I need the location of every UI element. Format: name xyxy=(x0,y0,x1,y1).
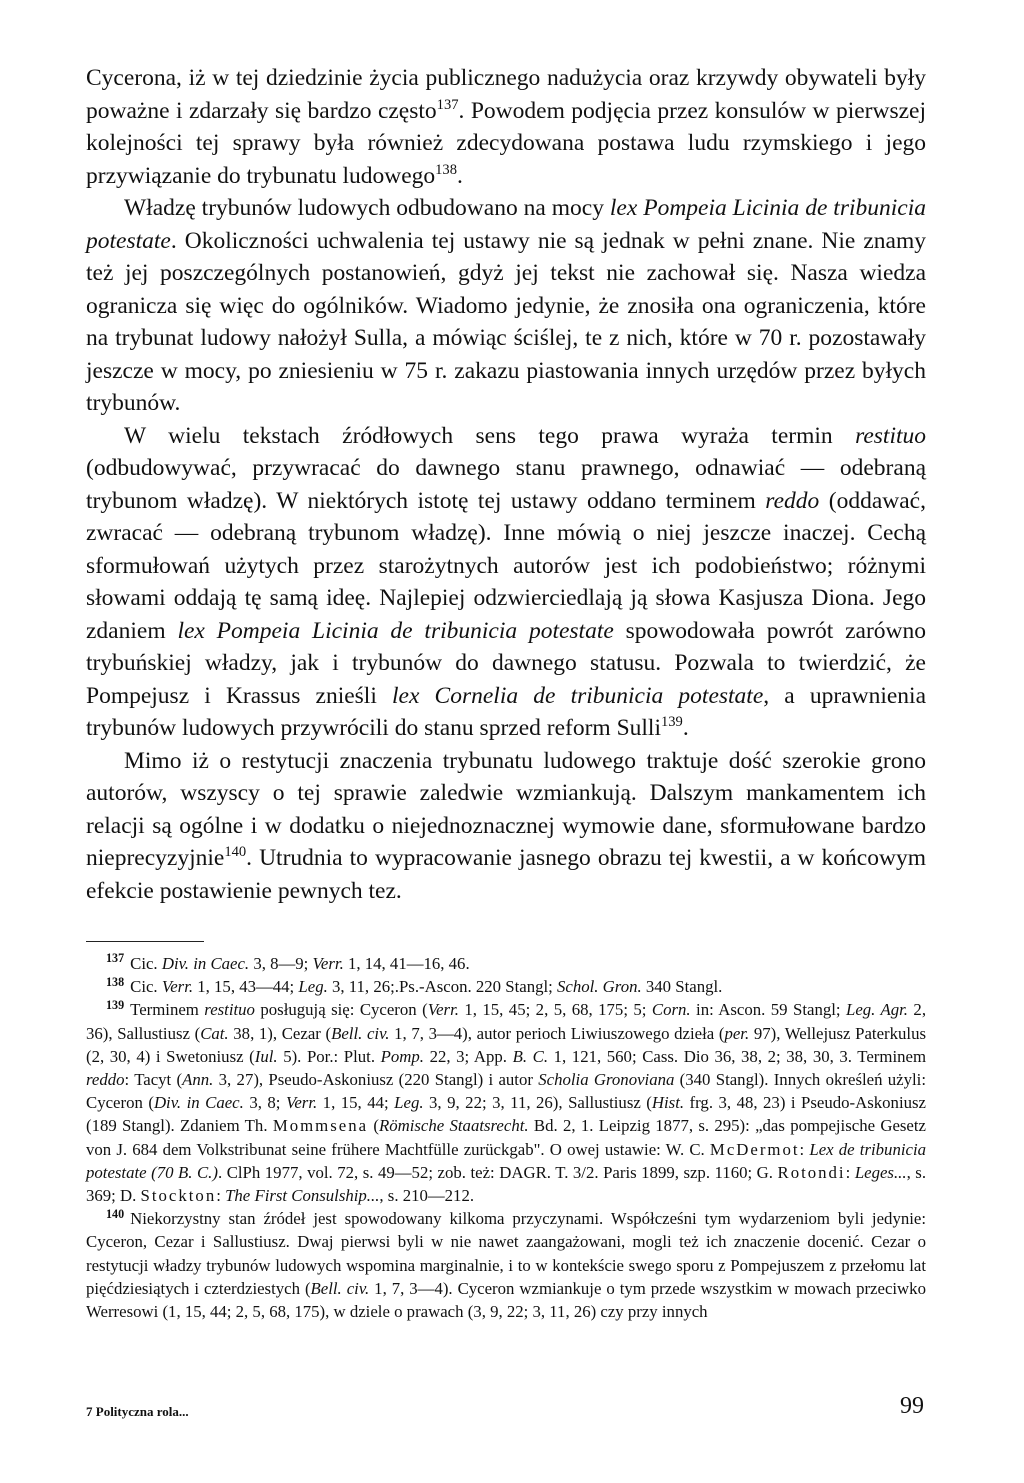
page-body xyxy=(86,62,926,1323)
page-footer xyxy=(86,1390,924,1420)
footnote-139: $^{139}$ Terminem restituo posługują się: Cyceron (Verr. 1, 15, 45; 2, 5, 68, 175; 5; Corn. in: Ascon. 59 Stangl; Leg. Agr. 2, 36), Sallustiusz (Cat. 38, 1), Cezar (Bell. civ. 1, 7, 3—4), autor perioch Liwiuszowego dzieła (per. 97), Wellejusz Paterkulus (2, 30, 4) i Swetoniusz (Iul. 5). Por.: Plut. Pomp. 22, 3; App. B. C. 1, 121, 560; Cass. Dio 36, 38, 2; 38, 30, 3. Terminem reddo: Tacyt (Ann. 3, 27), Pseudo-Askoniusz (220 Stangl) i autor Scholia Gronoviana (340 Stangl). Innych określeń użyli: Cyceron (Div. in Caec. 3, 8; Verr. 1, 15, 44; Leg. 3, 9, 22; 3, 11, 26), Sallustiusz (Hist. frg. 3, 48, 23) i Pseudo-Askoniusz (189 Stangl). Zdaniem Th. Mommsena (Römische Staatsrecht. Bd. 2, 1. Leipzig 1877, s. 295): „das pompejische Gesetz von J. 684 dem Volkstribunat seine frühere Machtfülle zurückgab". O owej ustawie: W. C. McDermot: Lex de tribunicia potestate (70 B. C.). ClPh 1977, vol. 72, s. 49—52; zob. też: DAGR. T. 3/2. Paris 1899, szp. 1160; G. Rotondi: Leges..., s. 369; D. Stockton: The First Consulship..., s. 210—212. xyxy=(86,997,927,1206)
paragraph-3: W wielu tekstach źródłowych sens tego prawa wyraża termin restituo (odbudowywać, przywracać do dawnego stanu prawnego, odnawiać — odebraną trybunom władzę). W niektórych istotę tej ustawy oddano terminem reddo (oddawać, zwracać — odebraną trybunom władzę). Inne mówią o niej jeszcze inaczej. Cechą sformułowań użytych przez starożytnych autorów jest ich podobieństwo; różnymi słowami oddają tę samą ideę. Najlepiej odzwierciedlają ją słowa Kasjusza Diona. Jego zdaniem lex Pompeia Licinia de tribunicia potestate spowodowała powrót zarówno trybuńskiej władzy, jak i trybunów do dawnego statusu. Pozwala to twierdzić, że Pompejusz i Krassus znieśli lex Cornelia de tribunicia potestate, a uprawnienia trybunów ludowych przywrócili do stanu sprzed reform Sulli$^{139}$. xyxy=(86,422,927,741)
page-number: 99 xyxy=(900,1393,924,1419)
footnote-ref-139[interactable]: 139 xyxy=(660,714,683,731)
footnote-divider xyxy=(86,941,204,942)
signature-mark: 7 Polityczna rola... xyxy=(86,1404,189,1419)
footnote-140: $^{140}$ Niekorzystny stan źródeł jest spowodowany kilkoma przyczynami. Współcześni tym wydarzeniom byli jedynie: Cyceron, Cezar i Sallustiusz. Dwaj pierwsi byli w nie nawet zaangażowani, mogli też ich znaczenie docenić. Cezar o restytucji władzy trybunów ludowych wspomina marginalnie, i to w kontekście swego sporu z Pompejuszem z przełomu lat pięćdziesiątych i czterdziestych (Bell. civ. 1, 7, 3—4). Cyceron wzmiankuje o tym przede wszystkim w mowach przeciwko Werresowi (1, 15, 44; 2, 5, 68, 175), w dziele o prawach (3, 9, 22; 3, 11, 26) czy przy innych xyxy=(86,1206,926,1322)
footnote-138: $^{138}$ Cic. Verr. 1, 15, 43—44; Leg. 3, 11, 26;.Ps.-Ascon. 220 Stangl; Schol. Gron. 340 Stangl. xyxy=(106,974,723,997)
footnote-ref-138[interactable]: 138 xyxy=(435,161,457,178)
paragraph-1: Cycerona, iż w tej dziedzinie życia publicznego nadużycia oraz krzywdy obywateli były poważne i zdarzały się bardzo często$^{137}$. Powodem podjęcia przez konsulów w pierwszej kolejności tej sprawy była również zdecydowana postawa ludu rzymskiego i jego przywiązanie do trybunatu ludowego$^{138}$. xyxy=(86,65,927,189)
footnote-137: $^{137}$ Cic. Div. in Caec. 3, 8—9; Verr. 1, 14, 41—16, 46. xyxy=(106,951,470,973)
footnote-ref-137[interactable]: 137 xyxy=(436,96,459,113)
footnote-ref-140[interactable]: 140 xyxy=(224,844,247,861)
paragraph-4: Mimo iż o restytucji znaczenia trybunatu ludowego traktuje dość szerokie grono autorów, wszyscy o tej sprawie zaledwie wzmiankują. Dalszym mankamentem ich relacji są ogólne i w dodatku o niejednoznacznej wymowie dane, sformułowane bardzo nieprecyzyjnie$^{140}$. Utrudnia to wypracowanie jasnego obrazu tej kwestii, a w końcowym efekcie postawienie pewnych tez. xyxy=(86,747,926,904)
footnotes xyxy=(86,952,926,1323)
main-text xyxy=(86,62,926,907)
paragraph-2: Władzę trybunów ludowych odbudowano na mocy lex Pompeia Licinia de tribunicia potestate. Okoliczności uchwalenia tej ustawy nie są jednak w pełni znane. Nie znamy też jej poszczególnych postanowień, gdyż jej tekst nie zachował się. Nasza wiedza ogranicza się więc do ogólników. Wiadomo jedynie, że znosiła ona ograniczenia, które na trybunat ludowy nałożył Sulla, a mówiąc ściślej, te z nich, które w 70 r. pozostawały jeszcze w mocy, po zniesieniu w 75 r. zakazu piastowania innych urzędów przez byłych trybunów. xyxy=(86,195,926,416)
